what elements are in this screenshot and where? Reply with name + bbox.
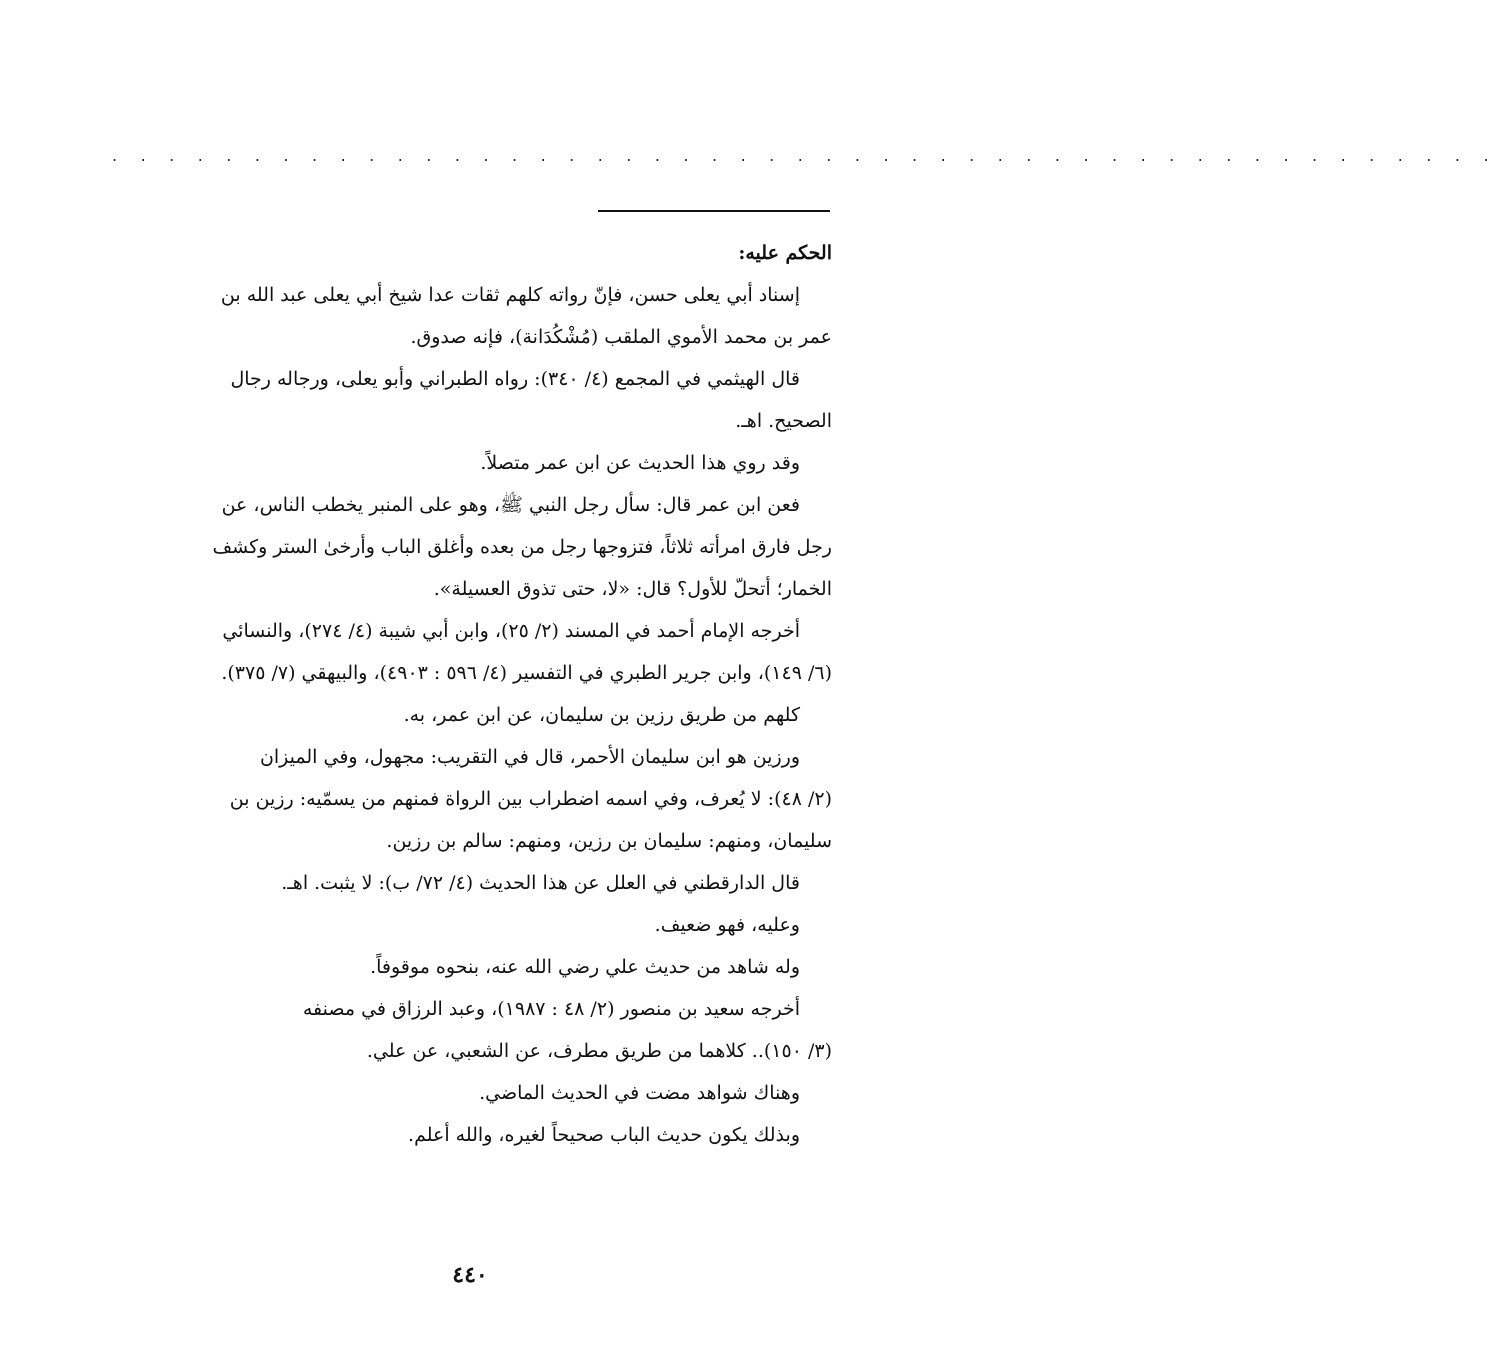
paragraph-other-witnesses	[104, 1072, 832, 1114]
text-line: ورزين هو ابن سليمان الأحمر، قال في التقريب: مجهول، وفي الميزان	[259, 746, 800, 768]
text-line: فعن ابن عمر قال: سأل رجل النبي ﷺ، وهو على المنبر يخطب الناس، عن	[221, 494, 800, 516]
paragraph-daraqutni	[104, 862, 832, 904]
paragraph-connected-narration	[104, 442, 832, 484]
paragraph-narrator-razin	[104, 736, 832, 862]
section-heading: الحكم عليه:	[738, 242, 832, 264]
text-line: أخرجه الإمام أحمد في المسند (٢/ ٢٥)، وابن أبي شيبة (٤/ ٢٧٤)، والنسائي	[222, 620, 800, 642]
text-line: رجل فارق امرأته ثلاثاً، فتزوجها رجل من بعده وأغلق الباب وأرخىٰ الستر وكشف	[212, 536, 832, 558]
paragraph-isnad-ruling	[104, 274, 832, 358]
text-line: وعليه، فهو ضعيف.	[654, 914, 800, 936]
text-line: (٦/ ١٤٩)، وابن جرير الطبري في التفسير (٤/ ٥٩٦ : ٤٩٠٣)، والبيهقي (٧/ ٣٧٥).	[221, 662, 832, 684]
text-line: وله شاهد من حديث علي رضي الله عنه، بنحوه موقوفاً.	[370, 956, 800, 978]
paragraph-hadith-text	[104, 484, 832, 610]
text-line: (٢/ ٤٨): لا يُعرف، وفي اسمه اضطراب بين الرواة فمنهم من يسمّيه: رزين بن	[229, 788, 832, 810]
text-line: الخمار؛ أتحلّ للأول؟ قال: «لا، حتى تذوق العسيلة».	[433, 578, 832, 600]
paragraph-chain	[104, 694, 832, 736]
body-text	[104, 232, 832, 1156]
text-line: وقد روي هذا الحديث عن ابن عمر متصلاً.	[480, 452, 800, 474]
text-line: وهناك شواهد مضت في الحديث الماضي.	[479, 1082, 800, 1104]
text-line: وبذلك يكون حديث الباب صحيحاً لغيره، والله أعلم.	[408, 1124, 800, 1146]
text-line: عمر بن محمد الأموي الملقب (مُشْكُدَانة)، فإنه صدوق.	[410, 326, 832, 348]
text-line: كلهم من طريق رزين بن سليمان، عن ابن عمر، به.	[403, 704, 800, 726]
paragraph-witness-takhrij	[104, 988, 832, 1072]
text-line: إسناد أبي يعلى حسن، فإنّ رواته كلهم ثقات عدا شيخ أبي يعلى عبد الله بن	[220, 284, 800, 306]
footnote-rule	[598, 210, 830, 212]
text-line: قال الدارقطني في العلل عن هذا الحديث (٤/ ٧٢/ ب): لا يثبت. اهـ.	[281, 872, 800, 894]
paragraph-takhrij	[104, 610, 832, 694]
page-number: ٤٤٠	[452, 1262, 488, 1288]
paragraph-verdict-weak	[104, 904, 832, 946]
paragraph-conclusion	[104, 1114, 832, 1156]
paragraph-witness-ali	[104, 946, 832, 988]
text-line: (٣/ ١٥٠).. كلاهما من طريق مطرف، عن الشعبي، عن علي.	[366, 1040, 832, 1062]
text-line: أخرجه سعيد بن منصور (٢/ ٤٨ : ١٩٨٧)، وعبد الرزاق في مصنفه	[302, 998, 800, 1020]
text-line: قال الهيثمي في المجمع (٤/ ٣٤٠): رواه الطبراني وأبو يعلى، ورجاله رجال	[230, 368, 800, 390]
text-line: سليمان، ومنهم: سليمان بن رزين، ومنهم: سالم بن رزين.	[386, 830, 832, 852]
text-line: الصحيح. اهـ.	[735, 410, 832, 432]
dotted-separator: . . . . . . . . . . . . . . . . . . . . . . . . . . . . . . . . . . . . . . . . . . . . . . . . .	[112, 146, 1498, 165]
paragraph-haythami	[104, 358, 832, 442]
